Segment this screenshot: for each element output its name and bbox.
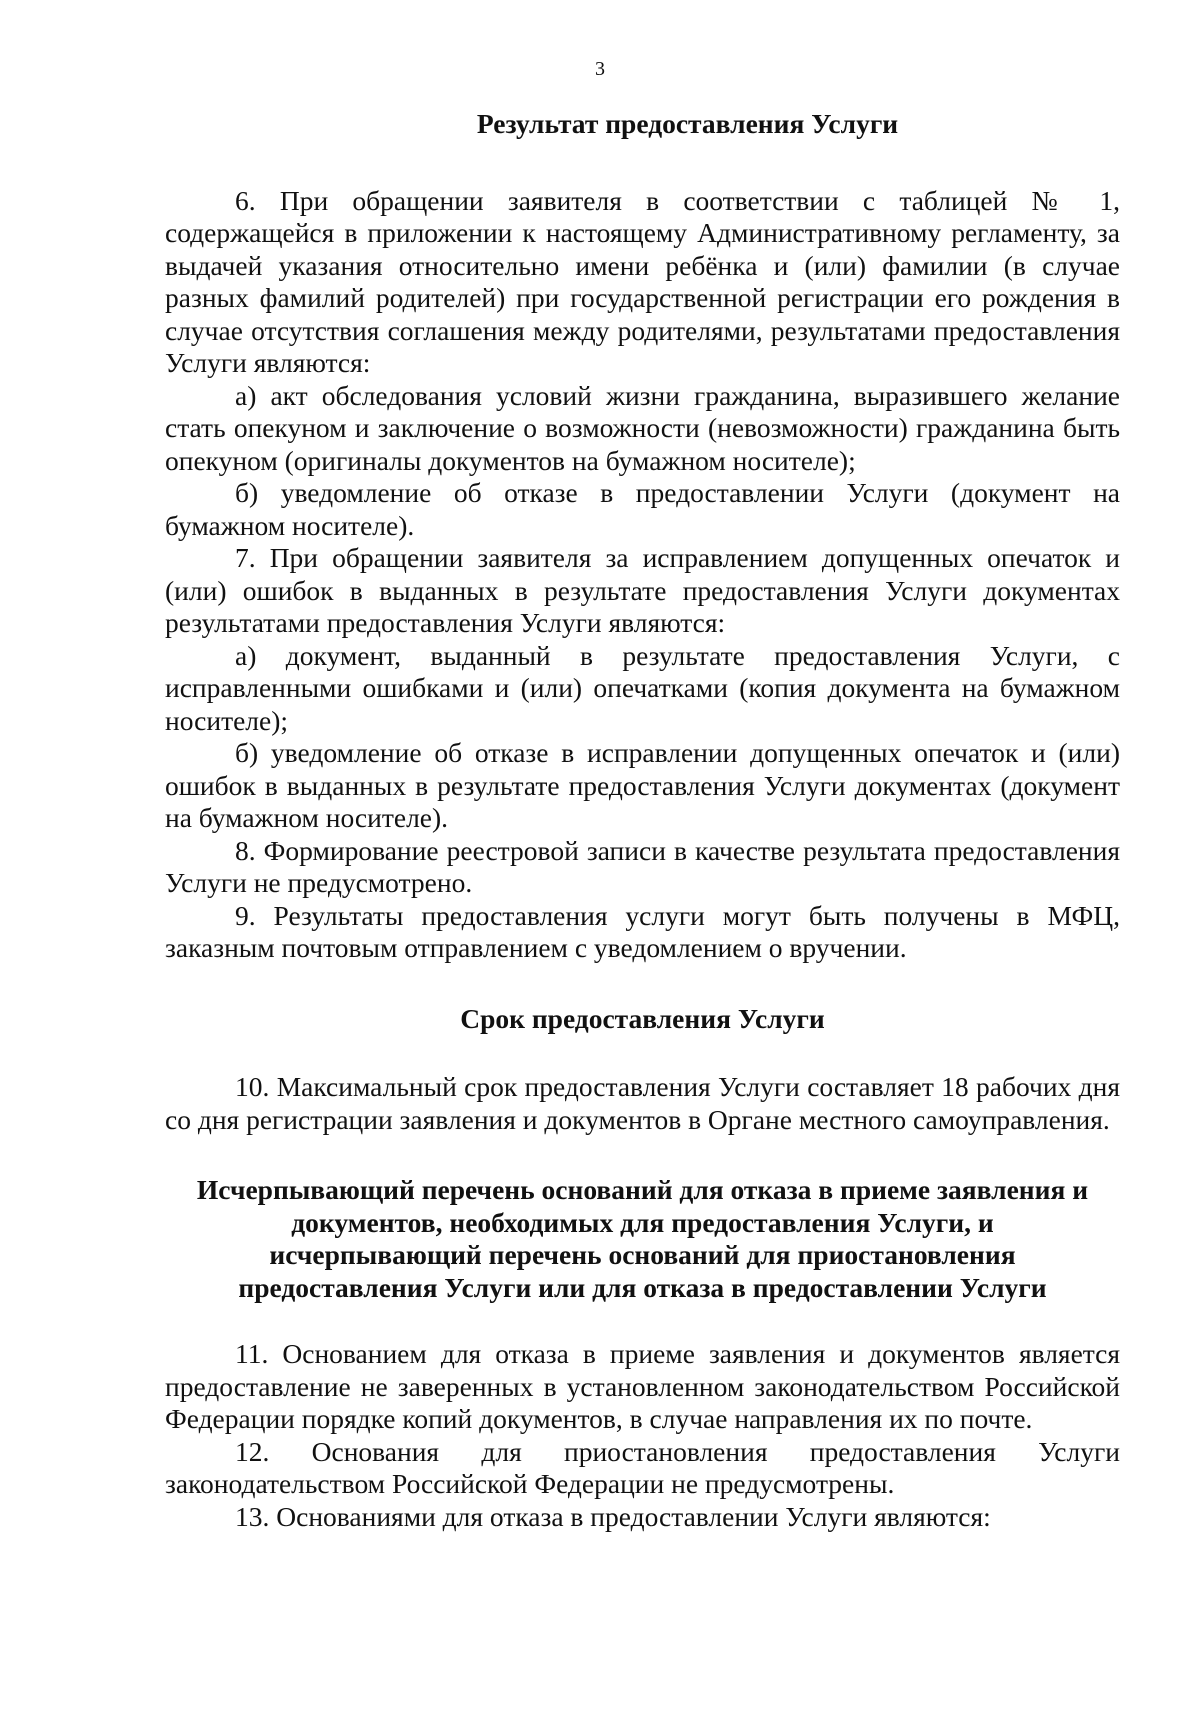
paragraph-12: 12. Основания для приостановления предоставления Услуги законодательством Российской Федерации не предусмотрены. xyxy=(165,1435,1120,1499)
paragraph-7: 7. При обращении заявителя за исправлением допущенных опечаток и (или) ошибок в выданных в результате предоставления Услуги документах результатами предоставления Услуги являются: xyxy=(165,542,1120,638)
section-heading-grounds xyxy=(165,1174,1120,1304)
heading-line: Исчерпывающий перечень оснований для отказа в приеме заявления и xyxy=(196,1174,1089,1205)
paragraph-6a: а) акт обследования условий жизни гражданина, выразившего желание стать опекуном и заключение о возможности (невозможности) гражданина быть опекуном (оригиналы документов на бумажном носителе); xyxy=(165,379,1120,476)
heading-line: исчерпывающий перечень оснований для приостановления xyxy=(269,1239,1016,1270)
paragraph-10: 10. Максимальный срок предоставления Услуги составляет 18 рабочих дня со дня регистрации заявления и документов в Органе местного самоуправления. xyxy=(165,1071,1120,1135)
document-body xyxy=(165,108,1120,1533)
paragraph-6: 6. При обращении заявителя в соответствии с таблицей № 1, содержащейся в приложении к настоящему Административному регламенту, за выдачей указания относительно имени ребёнка и (или) фамилии (в случае разных фамилий родителей) при государственной регистрации его рождения в случае отсутствия соглашения между родителями, результатами предоставления Услуги являются: xyxy=(165,184,1120,378)
paragraph-13: 13. Основаниями для отказа в предоставлении Услуги являются: xyxy=(235,1500,991,1532)
paragraph-9: 9. Результаты предоставления услуги могут быть получены в МФЦ, заказным почтовым отправлением с уведомлением о вручении. xyxy=(165,899,1120,963)
paragraph-11: 11. Основанием для отказа в приеме заявления и документов является предоставление не заверенных в установленном законодательством Российской Федерации порядке копий документов, в случае направления их по почте. xyxy=(165,1338,1120,1434)
page-number: 3 xyxy=(595,58,605,80)
heading-line: документов, необходимых для предоставления Услуги, и xyxy=(291,1206,994,1238)
paragraph-7a: а) документ, выданный в результате предоставления Услуги, с исправленными ошибками и (или) опечатками (копия документа на бумажном носителе); xyxy=(165,639,1120,736)
paragraph-7b: б) уведомление об отказе в исправлении допущенных опечаток и (или) ошибок в выданных в результате предоставления Услуги документах (документ на бумажном носителе). xyxy=(165,737,1120,833)
section-heading-result: Результат предоставления Услуги xyxy=(476,108,899,139)
section-heading-term: Срок предоставления Услуги xyxy=(460,1002,825,1034)
heading-line: предоставления Услуги или для отказа в предоставлении Услуги xyxy=(238,1271,1047,1303)
paragraph-6b: б) уведомление об отказе в предоставлении Услуги (документ на бумажном носителе). xyxy=(165,477,1120,541)
paragraph-8: 8. Формирование реестровой записи в качестве результата предоставления Услуги не предусмотрено. xyxy=(165,834,1120,898)
